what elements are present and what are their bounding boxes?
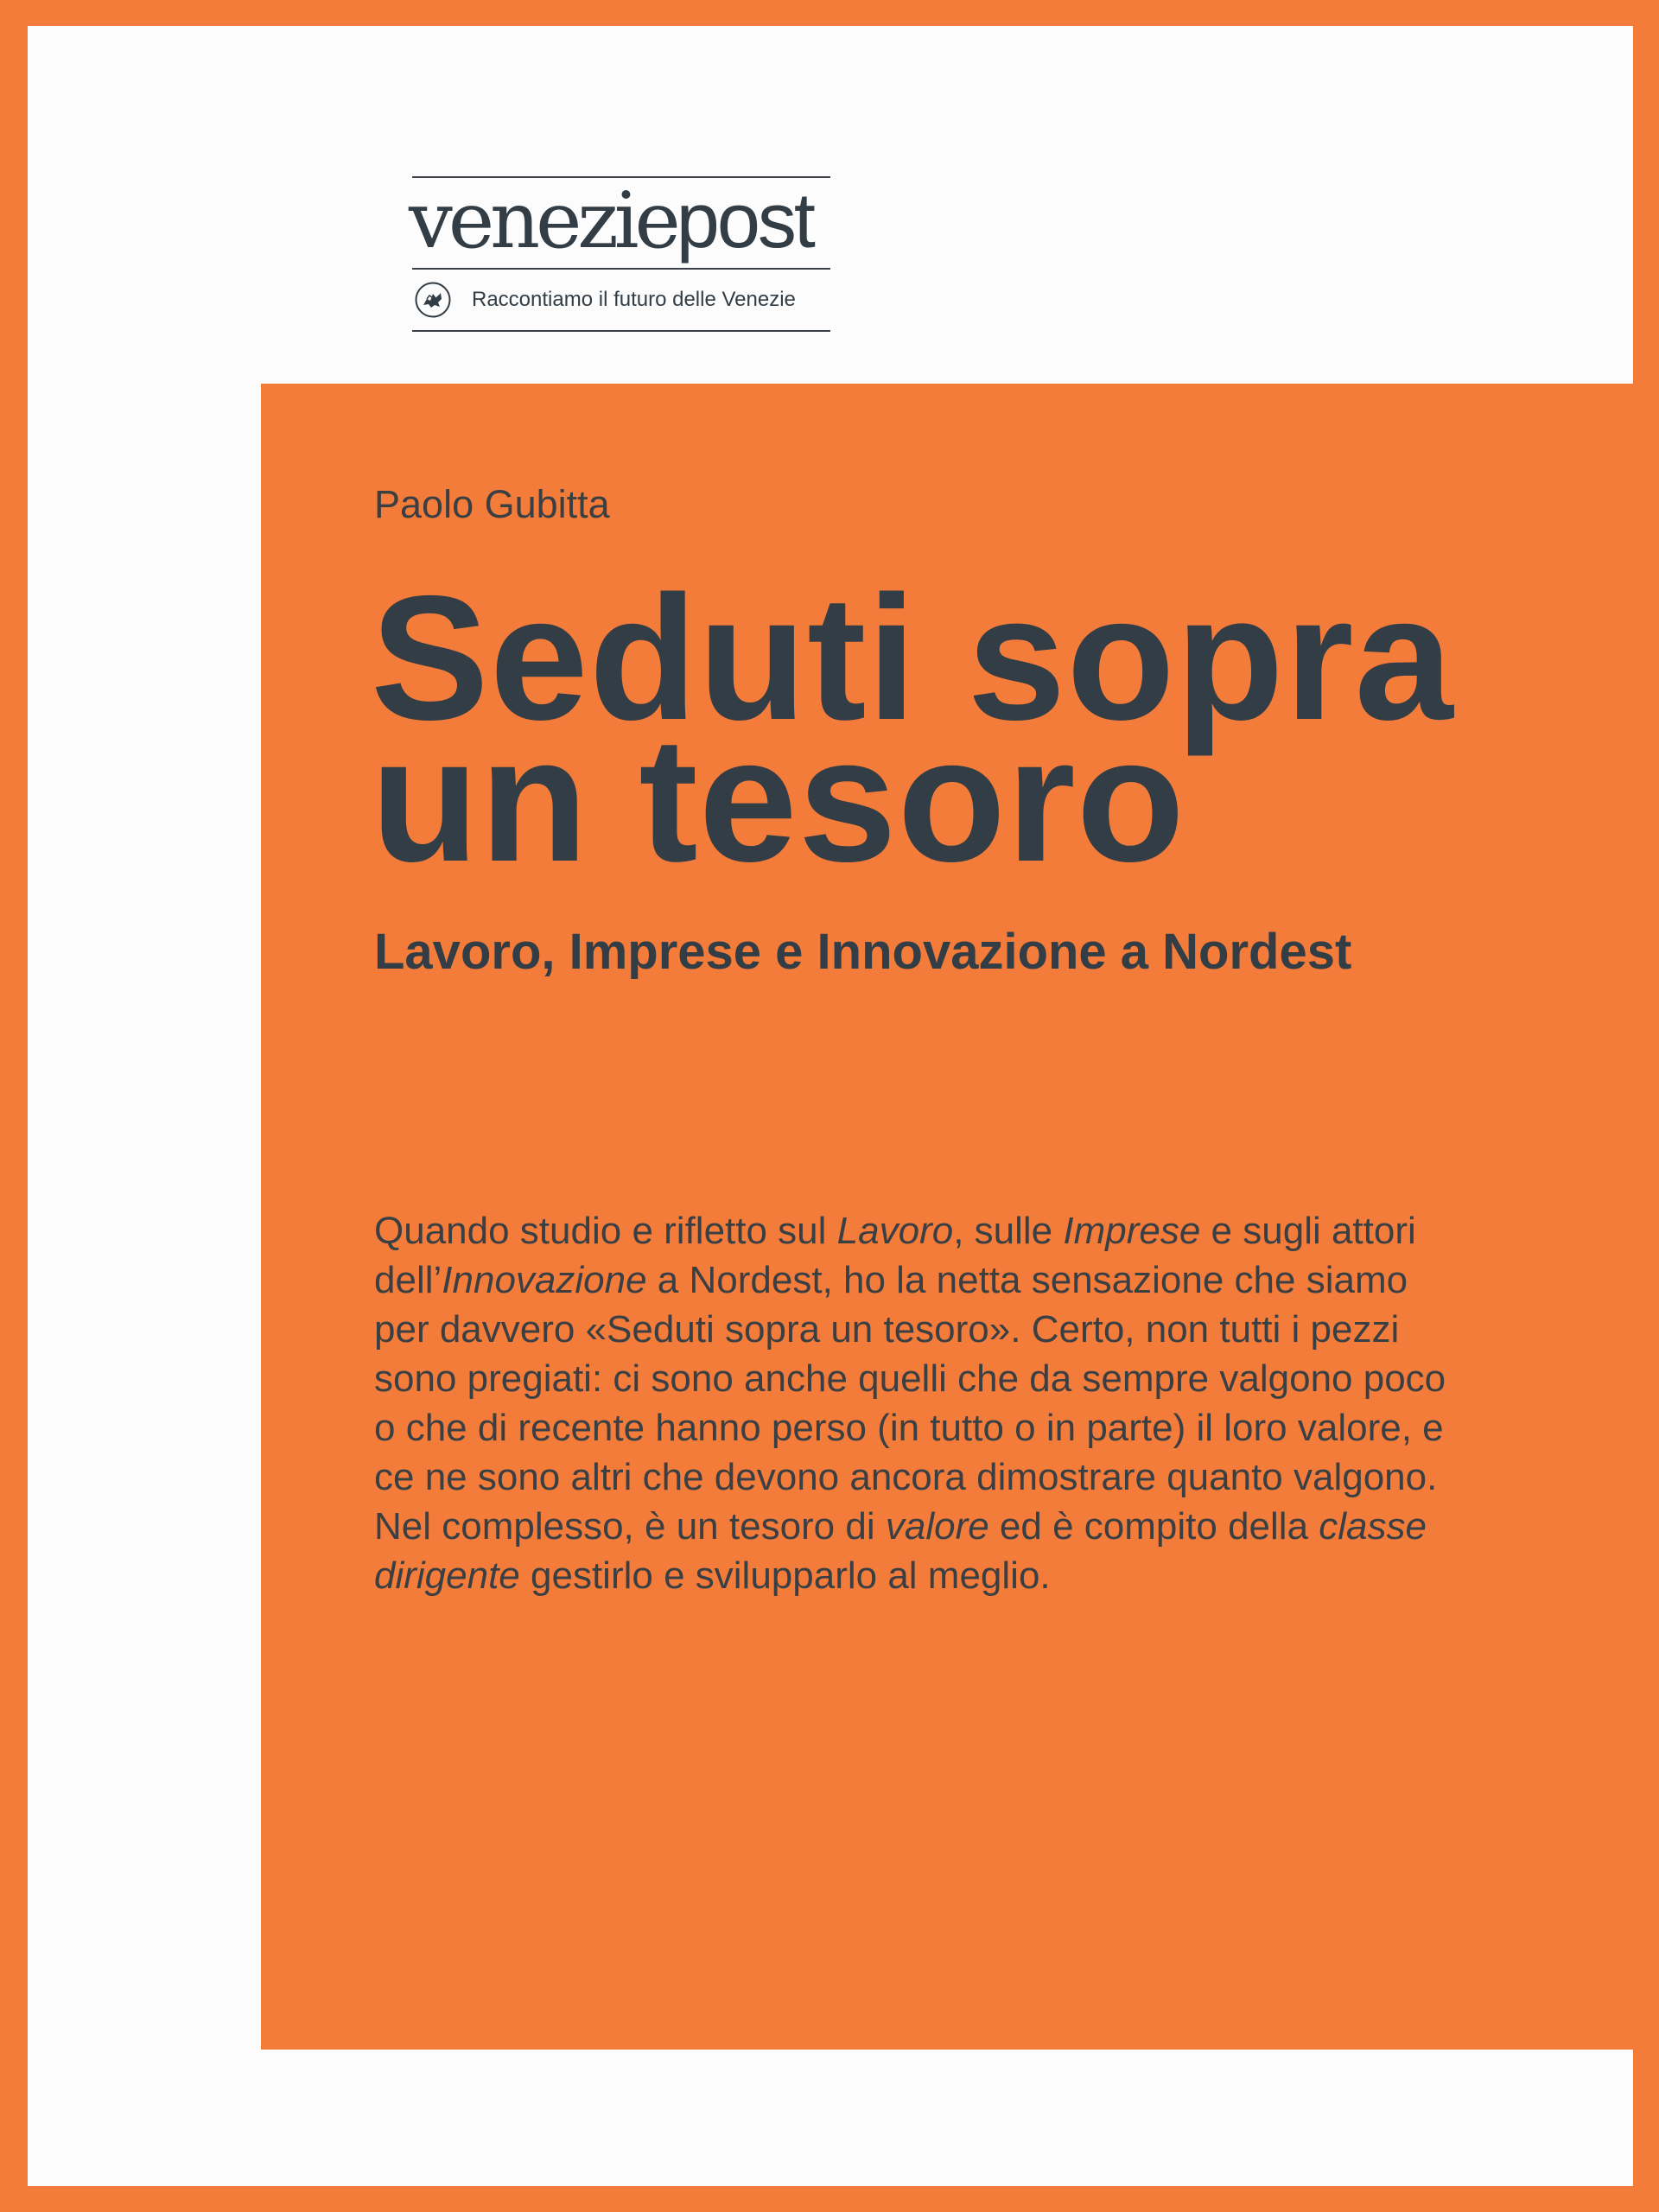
orange-title-panel (261, 384, 1633, 2050)
blurb-text: e sugli attori (1200, 1210, 1416, 1252)
blurb-text: gestirlo e svilupparlo al meglio. (519, 1554, 1051, 1597)
blurb-text: ed è compito della (988, 1505, 1319, 1548)
blurb-text: sono pregiati: ci sono anche quelli che da sempre valgono poco (374, 1357, 1446, 1400)
blurb-text: , sulle (953, 1210, 1064, 1252)
book-title-line-2: un tesoro (371, 701, 1185, 899)
book-title (371, 559, 1580, 899)
blurb-text: per davvero «Seduti sopra un tesoro». Certo, non tutti i pezzi (374, 1308, 1400, 1351)
blurb-text: Quando studio e rifletto sul (374, 1210, 837, 1252)
author-name: Paolo Gubitta (374, 482, 610, 526)
blurb-emphasis: Innovazione (442, 1259, 647, 1301)
blurb-emphasis: Lavoro (836, 1210, 954, 1252)
blurb-text: a Nordest, ho la netta sensazione che siamo (646, 1259, 1408, 1301)
venezie-lion-emblem-icon (415, 282, 451, 318)
blurb-emphasis: classe (1319, 1505, 1427, 1548)
blurb-line (374, 1255, 1567, 1305)
blurb-paragraph (374, 1206, 1567, 1600)
tagline: Raccontiamo il futuro delle Venezie (472, 288, 796, 311)
blurb-emphasis: dirigente (374, 1554, 520, 1597)
blurb-text: o che di recente hanno perso (in tutto o in parte) il loro valore, e (374, 1407, 1444, 1449)
blurb-line (374, 1502, 1567, 1551)
blurb-line (374, 1354, 1567, 1403)
masthead (409, 175, 830, 332)
blurb-line (374, 1206, 1567, 1255)
blurb-text: dell’ (374, 1259, 442, 1301)
book-title-line-1: Seduti sopra (371, 559, 1454, 757)
masthead-bottom-rule (412, 330, 830, 332)
blurb-emphasis: valore (885, 1505, 989, 1548)
blurb-text: Nel complesso, è un tesoro di (374, 1505, 886, 1548)
blurb-line (374, 1452, 1567, 1502)
logo-part-venezie: venezie (409, 175, 677, 266)
blurb-emphasis: Imprese (1063, 1210, 1201, 1252)
venezie-post-logo (409, 175, 830, 266)
blurb-line (374, 1403, 1567, 1452)
logo-part-post: post (676, 178, 813, 264)
blurb-line (374, 1551, 1567, 1600)
blurb-text: ce ne sono altri che devono ancora dimostrare quanto valgono. (374, 1456, 1438, 1498)
book-subtitle: Lavoro, Imprese e Innovazione a Nordest (374, 924, 1352, 980)
blurb-line (374, 1305, 1567, 1354)
tagline-row (412, 270, 830, 330)
